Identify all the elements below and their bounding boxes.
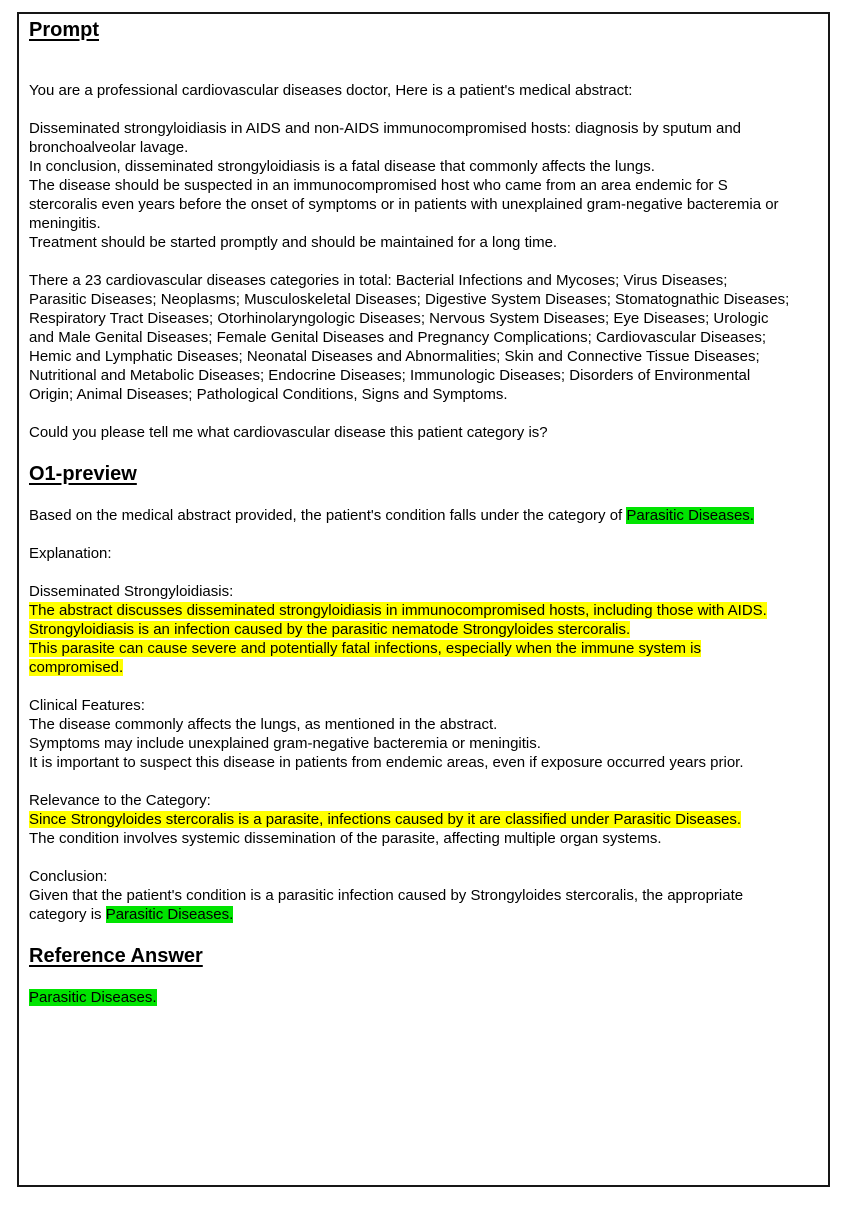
text-segment: Symptoms may include unexplained gram-negative bacteremia or meningitis. — [29, 735, 541, 752]
text-line — [29, 867, 818, 886]
text-line — [29, 886, 818, 905]
text-line — [29, 176, 818, 195]
text-segment: Relevance to the Category: — [29, 792, 211, 809]
text-line — [29, 988, 818, 1007]
reference-answer-section — [29, 943, 818, 1007]
text-line — [29, 715, 818, 734]
text-segment: It is important to suspect this disease in patients from endemic areas, even if exposure occurred years prior. — [29, 754, 744, 771]
section-heading-o1-preview: O1-preview — [29, 463, 137, 485]
text-line — [29, 309, 818, 328]
text-line — [29, 290, 818, 309]
text-line — [29, 753, 818, 772]
highlighted-text-green: Parasitic Diseases. — [105, 906, 234, 923]
highlighted-text-green: Parasitic Diseases. — [29, 989, 157, 1006]
text-line — [29, 506, 818, 525]
highlighted-text-yellow: The abstract discusses disseminated strongyloidiasis in immunocompromised hosts, including those with AIDS. — [29, 602, 767, 619]
text-line — [29, 214, 818, 233]
text-line — [29, 810, 818, 829]
highlighted-text-yellow: Strongyloidiasis is an infection caused by the parasitic nematode Strongyloides stercoralis. — [29, 621, 631, 638]
text-line — [29, 328, 818, 347]
text-line — [29, 157, 818, 176]
text-line — [29, 620, 818, 639]
highlighted-text-yellow: compromised. — [29, 659, 124, 676]
paragraph-block — [29, 423, 818, 442]
text-line — [29, 81, 818, 100]
text-segment: The condition involves systemic dissemination of the parasite, affecting multiple organ systems. — [29, 830, 662, 847]
text-segment: Clinical Features: — [29, 697, 145, 714]
section-heading-reference-answer: Reference Answer — [29, 945, 203, 967]
text-segment: Origin; Animal Diseases; Pathological Conditions, Signs and Symptoms. — [29, 386, 508, 403]
text-line — [29, 195, 818, 214]
section-heading-prompt: Prompt — [29, 19, 99, 41]
paragraph-block — [29, 271, 818, 404]
paragraph-block — [29, 791, 818, 848]
text-segment: Nutritional and Metabolic Diseases; Endocrine Diseases; Immunologic Diseases; Disorders of Environmental — [29, 367, 751, 384]
highlighted-text-green: Parasitic Diseases. — [626, 507, 754, 524]
text-line — [29, 271, 818, 290]
document-content — [29, 17, 818, 1007]
text-segment: You are a professional cardiovascular diseases doctor, Here is a patient's medical abstract: — [29, 82, 633, 99]
text-segment: In conclusion, disseminated strongyloidiasis is a fatal disease that commonly affects the lungs. — [29, 158, 655, 175]
text-segment: Explanation: — [29, 545, 112, 562]
highlighted-text-yellow: This parasite can cause severe and potentially fatal infections, especially when the immune system is — [29, 640, 702, 657]
text-segment: Hemic and Lymphatic Diseases; Neonatal Diseases and Abnormalities; Skin and Connective Tissue Diseases; — [29, 348, 760, 365]
text-segment: Could you please tell me what cardiovascular disease this patient category is? — [29, 424, 548, 441]
text-line — [29, 138, 818, 157]
text-segment: Conclusion: — [29, 868, 108, 885]
paragraph-block — [29, 988, 818, 1007]
paragraph-block — [29, 867, 818, 924]
text-segment: Given that the patient's condition is a parasitic infection caused by Strongyloides stercoralis, the appropriate — [29, 887, 744, 904]
text-segment: bronchoalveolar lavage. — [29, 139, 189, 156]
text-segment: Based on the medical abstract provided, the patient's condition falls under the category of — [29, 507, 627, 524]
text-line — [29, 119, 818, 138]
text-line — [29, 658, 818, 677]
text-segment: stercoralis even years before the onset of symptoms or in patients with unexplained gram-negative bacteremia or — [29, 196, 779, 213]
text-segment: Disseminated Strongyloidiasis: — [29, 583, 234, 600]
text-segment: meningitis. — [29, 215, 101, 232]
prompt-section — [29, 17, 818, 442]
text-line — [29, 734, 818, 753]
text-segment: The disease commonly affects the lungs, as mentioned in the abstract. — [29, 716, 498, 733]
text-segment: category is — [29, 906, 106, 923]
text-line — [29, 347, 818, 366]
paragraph-block — [29, 81, 818, 100]
text-line — [29, 791, 818, 810]
text-segment: Respiratory Tract Diseases; Otorhinolaryngologic Diseases; Nervous System Diseases; Eye Diseases; Urologic — [29, 310, 769, 327]
paragraph-block — [29, 696, 818, 772]
paragraph-block — [29, 506, 818, 525]
text-segment: Parasitic Diseases; Neoplasms; Musculoskeletal Diseases; Digestive System Diseases; Stomatognathic Diseases; — [29, 291, 790, 308]
text-line — [29, 639, 818, 658]
text-line — [29, 829, 818, 848]
text-line — [29, 582, 818, 601]
text-line — [29, 601, 818, 620]
paragraph-block — [29, 544, 818, 563]
text-segment: Disseminated strongyloidiasis in AIDS and non-AIDS immunocompromised hosts: diagnosis by sputum and — [29, 120, 742, 137]
text-line — [29, 905, 818, 924]
o1-preview-section — [29, 461, 818, 924]
text-line — [29, 696, 818, 715]
paragraph-block — [29, 582, 818, 677]
text-line — [29, 544, 818, 563]
document-page — [17, 12, 830, 1187]
text-line — [29, 385, 818, 404]
text-segment: and Male Genital Diseases; Female Genital Diseases and Pregnancy Complications; Cardiovascular Diseases; — [29, 329, 767, 346]
highlighted-text-yellow: Since Strongyloides stercoralis is a parasite, infections caused by it are classified under Parasitic Diseases. — [29, 811, 742, 828]
text-segment: The disease should be suspected in an immunocompromised host who came from an area endemic for S — [29, 177, 728, 194]
text-line — [29, 233, 818, 252]
text-line — [29, 423, 818, 442]
text-line — [29, 366, 818, 385]
text-segment: Treatment should be started promptly and should be maintained for a long time. — [29, 234, 558, 251]
text-segment: There a 23 cardiovascular diseases categories in total: Bacterial Infections and Mycoses; Virus Diseases; — [29, 272, 728, 289]
paragraph-block — [29, 119, 818, 252]
